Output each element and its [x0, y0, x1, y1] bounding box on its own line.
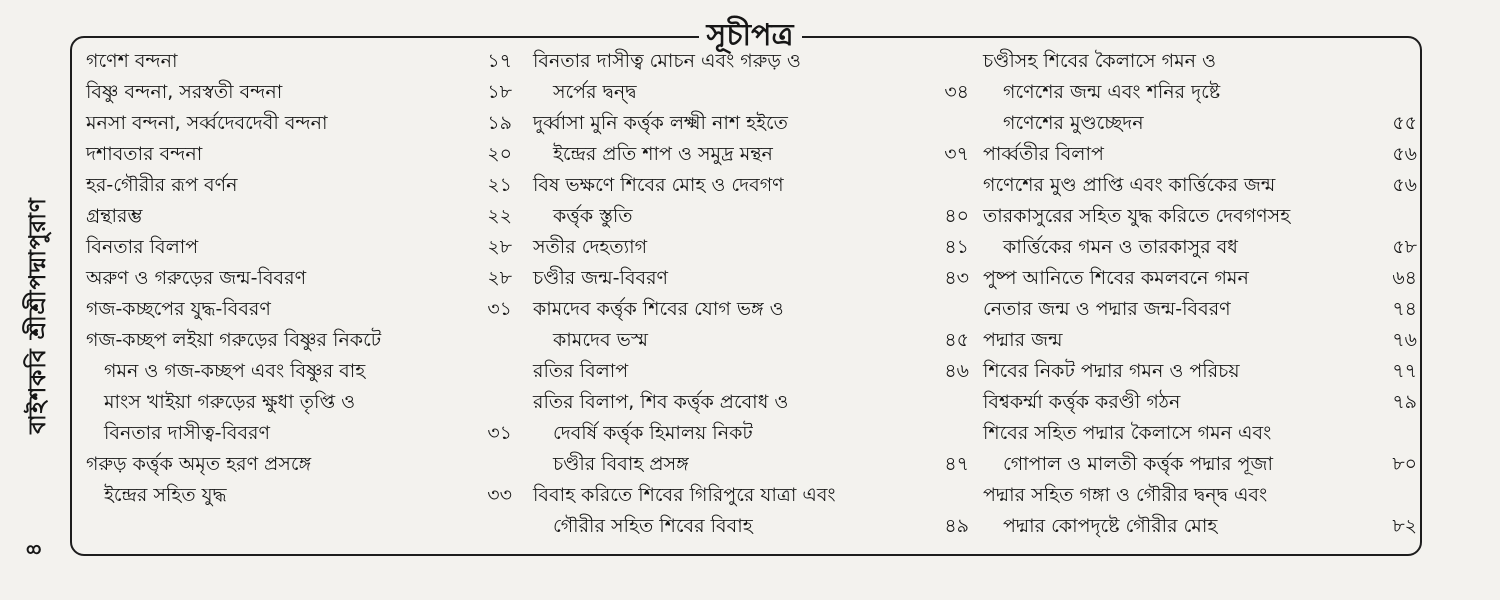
entry-page-number: ৩৭ [944, 143, 969, 165]
entry-title-line: কর্ত্তৃক স্তুতি [553, 205, 633, 227]
contents-entry [80, 232, 518, 263]
book-title [16, 150, 60, 480]
entry-page-number: ৫৫ [1392, 112, 1417, 134]
entry-title-line: রতির বিলাপ, শিব কর্ত্তৃক প্রবোধ ও [533, 391, 789, 413]
entry-page-number: ১৭ [487, 50, 512, 72]
entry-title-line: ইন্দ্রের প্রতি শাপ ও সমুদ্র মন্থন [553, 143, 773, 165]
contents-entry [80, 139, 518, 170]
entry-title-line: কার্ত্তিকের গমন ও তারকাসুর বধ [1003, 236, 1238, 258]
entry-title-line: মনসা বন্দনা, সর্ব্বদেবদেবী বন্দনা [86, 112, 328, 134]
contents-entry [983, 46, 1423, 139]
entry-title-line: চণ্ডীসহ শিবের কৈলাসে গমন ও [983, 50, 1216, 72]
entry-title-line: দুর্ব্বাসা মুনি কর্ত্তৃক লক্ষ্মী নাশ হইতে [533, 112, 788, 134]
entry-title-line: বিষ ভক্ষণে শিবের মোহ ও দেবগণ [533, 174, 784, 196]
contents-entry [533, 170, 975, 232]
entry-title-line: পদ্মার কোপদৃষ্টে গৌরীর মোহ [1003, 515, 1218, 537]
contents-entry [80, 263, 518, 294]
entry-page-number: ৩৩ [487, 484, 512, 506]
entry-page-number: ৩১ [487, 422, 512, 444]
entry-page-number: ২০ [487, 143, 512, 165]
entry-page-number: ৪০ [944, 205, 969, 227]
contents-heading-text: সূচীপত্র [699, 18, 802, 53]
entry-page-number: ৩৪ [944, 81, 969, 103]
entry-page-number: ২৮ [487, 236, 512, 258]
contents-entry [80, 325, 518, 449]
contents-entry [533, 46, 975, 108]
entry-title-line: চণ্ডীর জন্ম-বিবরণ [533, 267, 669, 289]
entry-title-line: সতীর দেহত্যাগ [533, 236, 648, 258]
entry-page-number: ১৮ [487, 81, 512, 103]
entry-title-line: গজ-কচ্ছপ লইয়া গরুড়ের বিষ্ণুর নিকটে [86, 329, 382, 351]
entry-page-number: ৪৭ [944, 453, 969, 475]
entry-page-number: ৮২ [1392, 515, 1417, 537]
entry-title-line: পার্ব্বতীর বিলাপ [983, 143, 1104, 165]
contents-entry [533, 263, 975, 294]
contents-entry [983, 480, 1423, 542]
entry-title-line: শিবের নিকট পদ্মার গমন ও পরিচয় [983, 360, 1240, 382]
entry-page-number: ৮০ [1392, 453, 1417, 475]
contents-entry [533, 387, 975, 480]
contents-entry [983, 294, 1423, 325]
entry-page-number: ৭৬ [1392, 329, 1417, 351]
entry-page-number: ২১ [487, 174, 512, 196]
contents-entry [983, 263, 1423, 294]
entry-page-number: ২৮ [487, 267, 512, 289]
entry-title-line: শিবের সহিত পদ্মার কৈলাসে গমন এবং [983, 422, 1272, 444]
entry-title-line: গৌরীর সহিত শিবের বিবাহ [553, 515, 753, 537]
book-title-text: বাইশকবি শ্রীশ্রীপদ্মাপুরাণ [24, 196, 51, 434]
contents-entry [533, 108, 975, 170]
entry-title-line: রতির বিলাপ [533, 360, 629, 382]
entry-page-number: ১৯ [487, 112, 512, 134]
entry-page-number: ৪৫ [944, 329, 969, 351]
contents-entry [533, 480, 975, 542]
entry-title-line: তারকাসুরের সহিত যুদ্ধ করিতে দেবগণসহ [983, 205, 1291, 227]
entry-page-number: ৬৪ [1392, 267, 1417, 289]
entry-title-line: গণেশের মুণ্ড প্রাপ্তি এবং কার্ত্তিকের জন্ম [983, 174, 1276, 196]
entry-title-line: গ্রন্থারম্ভ [86, 205, 143, 227]
contents-column-3 [983, 46, 1423, 542]
contents-entry [983, 418, 1423, 480]
entry-title-line: বিনতার বিলাপ [86, 236, 199, 258]
contents-entry [983, 356, 1423, 387]
entry-title-line: দেবর্ষি কর্ত্তৃক হিমালয় নিকট [553, 422, 753, 444]
entry-title-line: গরুড় কর্ত্তৃক অমৃত হরণ প্রসঙ্গে [86, 453, 312, 475]
entry-title-line: গোপাল ও মালতী কর্ত্তৃক পদ্মার পূজা [1003, 453, 1274, 475]
page-number: ৪ [21, 542, 46, 557]
entry-title-line: দশাবতার বন্দনা [86, 143, 203, 165]
entry-title-line: গজ-কচ্ছপের যুদ্ধ-বিবরণ [86, 298, 271, 320]
contents-entry [533, 232, 975, 263]
entry-title-line: গণেশ বন্দনা [86, 50, 178, 72]
contents-entry [983, 201, 1423, 263]
entry-page-number: ৫৬ [1392, 174, 1417, 196]
entry-title-line: বিষ্ণু বন্দনা, সরস্বতী বন্দনা [86, 81, 283, 103]
contents-entry [533, 356, 975, 387]
entry-page-number: ২২ [487, 205, 512, 227]
entry-title-line: মাংস খাইয়া গরুড়ের ক্ষুধা তৃপ্তি ও [104, 391, 356, 413]
entry-page-number: ৭৭ [1392, 360, 1417, 382]
entry-page-number: ৩১ [487, 298, 512, 320]
entry-title-line: পুষ্প আনিতে শিবের কমলবনে গমন [983, 267, 1249, 289]
entry-title-line: বিবাহ করিতে শিবের গিরিপুরে যাত্রা এবং [533, 484, 836, 506]
entry-page-number: ৫৬ [1392, 143, 1417, 165]
contents-entry [80, 201, 518, 232]
entry-page-number: ৫৮ [1392, 236, 1417, 258]
entry-title-line: সর্পের দ্বন্দ্ব [553, 81, 637, 103]
entry-title-line: গণেশের জন্ম এবং শনির দৃষ্টে [1003, 81, 1221, 103]
contents-entry [983, 387, 1423, 418]
contents-entry [80, 77, 518, 108]
entry-title-line: পদ্মার জন্ম [983, 329, 1063, 351]
contents-entry [80, 46, 518, 77]
entry-title-line: বিনতার দাসীত্ব মোচন এবং গরুড় ও [533, 50, 801, 72]
entry-title-line: কামদেব ভস্ম [553, 329, 648, 351]
entry-page-number: ৪৯ [944, 515, 969, 537]
contents-column-2 [533, 46, 975, 542]
entry-page-number: ৪১ [944, 236, 969, 258]
entry-page-number: ৭৯ [1392, 391, 1417, 413]
contents-entry [80, 170, 518, 201]
contents-entry [80, 108, 518, 139]
entry-title-line: চণ্ডীর বিবাহ প্রসঙ্গ [553, 453, 689, 475]
entry-title-line: অরুণ ও গরুড়ের জন্ম-বিবরণ [86, 267, 307, 289]
entry-title-line: বিশ্বকর্ম্মা কর্ত্তৃক করণ্ডী গঠন [983, 391, 1181, 413]
entry-page-number: ৭৪ [1392, 298, 1417, 320]
contents-entry [80, 294, 518, 325]
entry-page-number: ৪৩ [944, 267, 969, 289]
contents-entry [983, 325, 1423, 356]
contents-column-1 [80, 46, 518, 511]
contents-entry [983, 170, 1423, 201]
contents-entry [80, 449, 518, 511]
contents-entry [533, 294, 975, 356]
entry-title-line: গণেশের মুণ্ডচ্ছেদন [1003, 112, 1144, 134]
contents-entry [983, 139, 1423, 170]
entry-page-number: ৪৬ [944, 360, 969, 382]
entry-title-line: কামদেব কর্ত্তৃক শিবের যোগ ভঙ্গ ও [533, 298, 784, 320]
entry-title-line: গমন ও গজ-কচ্ছপ এবং বিষ্ণুর বাহ [104, 360, 366, 382]
entry-title-line: পদ্মার সহিত গঙ্গা ও গৌরীর দ্বন্দ্ব এবং [983, 484, 1268, 506]
entry-title-line: ইন্দ্রের সহিত যুদ্ধ [104, 484, 227, 506]
entry-title-line: বিনতার দাসীত্ব-বিবরণ [104, 422, 270, 444]
entry-title-line: নেতার জন্ম ও পদ্মার জন্ম-বিবরণ [983, 298, 1231, 320]
entry-title-line: হর-গৌরীর রূপ বর্ণন [86, 174, 238, 196]
